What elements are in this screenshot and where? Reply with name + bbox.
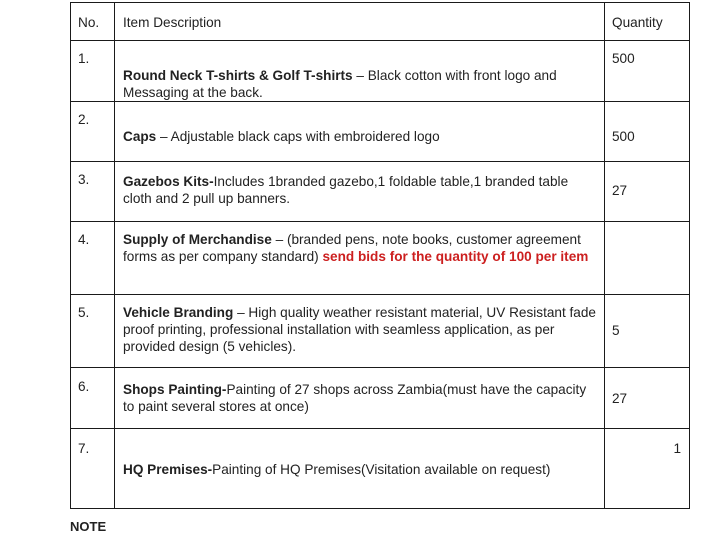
row-description	[115, 102, 605, 162]
row-separator: –	[156, 129, 171, 144]
row-description	[115, 41, 605, 102]
table-row	[71, 102, 690, 162]
row-description	[115, 368, 605, 429]
row-highlight: send bids for the quantity of 100 per item	[322, 249, 589, 264]
row-number: 2.	[71, 102, 115, 162]
header-description: Item Description	[115, 3, 605, 41]
header-no: No.	[71, 3, 115, 41]
row-title: Shops Painting-	[123, 382, 227, 397]
footer-note-text: NOTE	[70, 519, 107, 534]
items-table	[70, 2, 690, 509]
row-text: Includes 1branded gazebo,1 foldable table,1 branded table cloth and 2 pull up banners.	[123, 174, 569, 206]
table-row	[71, 162, 690, 222]
row-separator: –	[352, 68, 368, 83]
row-number: 1.	[71, 41, 115, 102]
row-number: 4.	[71, 222, 115, 295]
row-description	[115, 222, 605, 295]
row-text: Painting of 27 shops across Zambia(must have the capacity to paint several stores at once)	[123, 382, 587, 414]
row-separator: –	[271, 232, 287, 247]
row-quantity: 500	[605, 102, 690, 162]
row-description	[115, 295, 605, 368]
row-quantity: 1	[605, 429, 690, 509]
row-text: Adjustable black caps with embroidered logo	[170, 129, 440, 144]
row-title: Vehicle Branding	[123, 305, 234, 320]
table-row	[71, 222, 690, 295]
table-row	[71, 295, 690, 368]
header-row	[71, 3, 690, 41]
row-title: Caps	[123, 129, 157, 144]
row-number: 3.	[71, 162, 115, 222]
table-row	[71, 368, 690, 429]
row-quantity: 500	[605, 41, 690, 102]
row-number: 7.	[71, 429, 115, 509]
row-description	[115, 429, 605, 509]
row-number: 5.	[71, 295, 115, 368]
table-row	[71, 41, 690, 102]
row-quantity: 5	[605, 295, 690, 368]
row-title: Supply of Merchandise	[123, 232, 272, 247]
table-row	[71, 429, 690, 509]
row-text: Black cotton with front logo and Messaging at the back.	[123, 68, 557, 100]
header-quantity: Quantity	[605, 3, 690, 41]
row-title: HQ Premises-	[123, 462, 213, 477]
row-quantity: 27	[605, 162, 690, 222]
row-description	[115, 162, 605, 222]
row-text: High quality weather resistant material, UV Resistant fade proof printing, professional installation with seamless application, as per provided design (5 vehicles).	[123, 305, 596, 354]
footer-note	[70, 519, 300, 534]
row-title: Round Neck T-shirts & Golf T-shirts	[123, 68, 353, 83]
row-title: Gazebos Kits-	[123, 174, 214, 189]
row-number: 6.	[71, 368, 115, 429]
row-quantity	[605, 222, 690, 295]
row-quantity: 27	[605, 368, 690, 429]
row-text: Painting of HQ Premises(Visitation available on request)	[212, 462, 551, 477]
row-separator: –	[233, 305, 249, 320]
row-text: (branded pens, note books, customer agreement forms as per company standard)	[123, 232, 581, 264]
